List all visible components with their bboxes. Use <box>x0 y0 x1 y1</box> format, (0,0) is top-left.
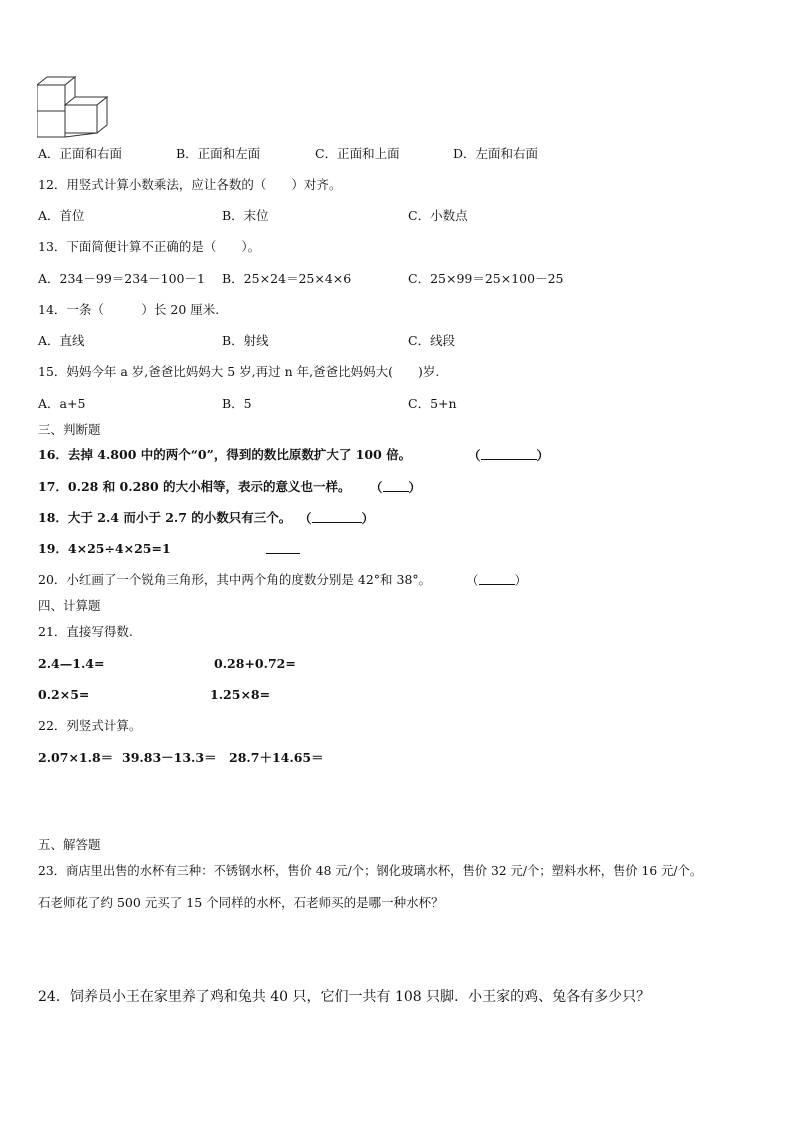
q12-option-b: B．末位 <box>222 208 269 223</box>
q13-option-a: A．234－99＝234－100－1 <box>38 271 205 286</box>
q21-item-1: 2.4—1.4= <box>38 656 105 671</box>
q16-answer-blank[interactable] <box>468 447 549 464</box>
q12-stem: 12．用竖式计算小数乘法，应让各数的（ ）对齐。 <box>38 177 342 192</box>
q15-stem: 15．妈妈今年 a 岁,爸爸比妈妈大 5 岁,再过 n 年,爸爸比妈妈大( )岁. <box>38 364 440 379</box>
q14-option-c: C．线段 <box>408 333 456 348</box>
q15-option-b: B．5 <box>222 396 252 411</box>
paren-open: （ <box>299 511 312 526</box>
q14-option-a: A．直线 <box>38 333 85 348</box>
q15-option-a: A．a+5 <box>38 396 86 411</box>
q15-option-c: C．5+n <box>408 396 457 411</box>
q16-stem: 16．去掉 4.800 中的两个“0”，得到的数比原数扩大了 100 倍。 <box>38 447 412 462</box>
q14-option-b: B．射线 <box>222 333 269 348</box>
q19-stem: 19．4×25÷4×25=1 <box>38 541 171 556</box>
cube-stack-figure <box>37 75 109 139</box>
q22-item-2: 39.83－13.3＝ <box>122 750 217 765</box>
q18-answer-blank[interactable] <box>299 510 374 527</box>
paren-close: ） <box>361 511 375 526</box>
q14-stem: 14．一条（ ）长 20 厘米. <box>38 302 220 317</box>
q21-item-2: 0.28+0.72= <box>214 656 296 671</box>
paren-close: ） <box>536 448 550 463</box>
section-3-heading: 三、判断题 <box>38 422 101 437</box>
paren-close: ） <box>408 480 422 495</box>
q21-item-3: 0.2×5= <box>38 687 90 702</box>
q22-stem: 22．列竖式计算。 <box>38 718 142 733</box>
q18-stem: 18．大于 2.4 而小于 2.7 的小数只有三个。 <box>38 510 292 525</box>
q17-stem: 17．0.28 和 0.280 的大小相等，表示的意义也一样。 <box>38 479 351 494</box>
q20-stem: 20．小红画了一个锐角三角形，其中两个角的度数分别是 42°和 38°。 <box>38 572 432 587</box>
q19-answer-blank[interactable] <box>266 541 300 558</box>
q12-option-a: A．首位 <box>38 208 85 223</box>
q11-option-b: B．正面和左面 <box>176 146 261 161</box>
section-4-heading: 四、计算题 <box>38 598 101 613</box>
q11-option-a: A．正面和右面 <box>38 146 123 161</box>
paren-open: （ <box>370 480 383 495</box>
q23-line-1: 23．商店里出售的水杯有三种：不锈钢水杯，售价 48 元/个；钢化玻璃水杯，售价 32 元/个；塑料水杯，售价 16 元/个。 <box>38 864 703 878</box>
paren-open: （ <box>468 448 481 463</box>
q13-stem: 13．下面简便计算不正确的是（ ）。 <box>38 239 261 254</box>
q22-item-3: 28.7＋14.65＝ <box>229 750 324 765</box>
paren-close: ） <box>514 573 528 588</box>
q20-answer-blank[interactable] <box>466 572 527 589</box>
q11-option-c: C．正面和上面 <box>315 146 400 161</box>
q13-option-b: B．25×24＝25×4×6 <box>222 271 352 286</box>
q11-option-d: D．左面和右面 <box>453 146 539 161</box>
paren-open: （ <box>466 573 479 588</box>
q21-item-4: 1.25×8= <box>210 687 271 702</box>
q24-stem: 24．饲养员小王在家里养了鸡和兔共 40 只，它们一共有 108 只脚．小王家的鸡、兔各有多少只？ <box>38 989 651 1005</box>
q22-item-1: 2.07×1.8＝ <box>38 750 114 765</box>
section-5-heading: 五、解答题 <box>38 837 101 852</box>
q12-option-c: C．小数点 <box>408 208 468 223</box>
q13-option-c: C．25×99＝25×100－25 <box>408 271 564 286</box>
q21-stem: 21．直接写得数. <box>38 624 133 639</box>
q23-line-2: 石老师花了约 500 元买了 15 个同样的水杯，石老师买的是哪一种水杯？ <box>38 895 444 910</box>
q17-answer-blank[interactable] <box>370 479 421 496</box>
